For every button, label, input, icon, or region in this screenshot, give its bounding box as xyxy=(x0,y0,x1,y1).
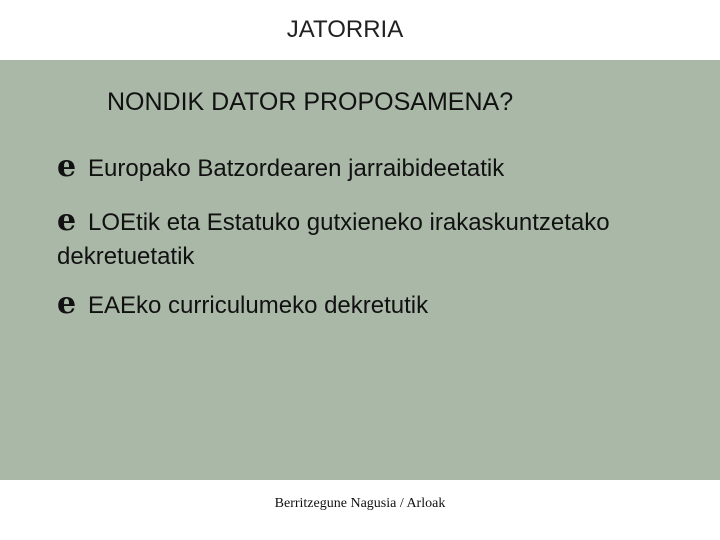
slide-title: JATORRIA xyxy=(286,16,404,43)
list-item xyxy=(57,150,657,186)
bullet-icon: e xyxy=(57,149,77,184)
list-item xyxy=(57,204,657,274)
list-item-text: LOEtik eta Estatuko gutxieneko irakaskuntzetako dekretuetatik xyxy=(57,209,610,270)
list-item xyxy=(57,287,657,323)
list-item-text: Europako Batzordearen jarraibideetatik xyxy=(88,155,505,182)
bullet-icon: e xyxy=(57,203,77,238)
bullet-icon: e xyxy=(57,286,77,321)
panel-heading: NONDIK DATOR PROPOSAMENA? xyxy=(107,88,514,116)
footer-text: Berritzegune Nagusia / Arloak xyxy=(274,496,446,511)
list-item-text: EAEko curriculumeko dekretutik xyxy=(88,292,429,319)
